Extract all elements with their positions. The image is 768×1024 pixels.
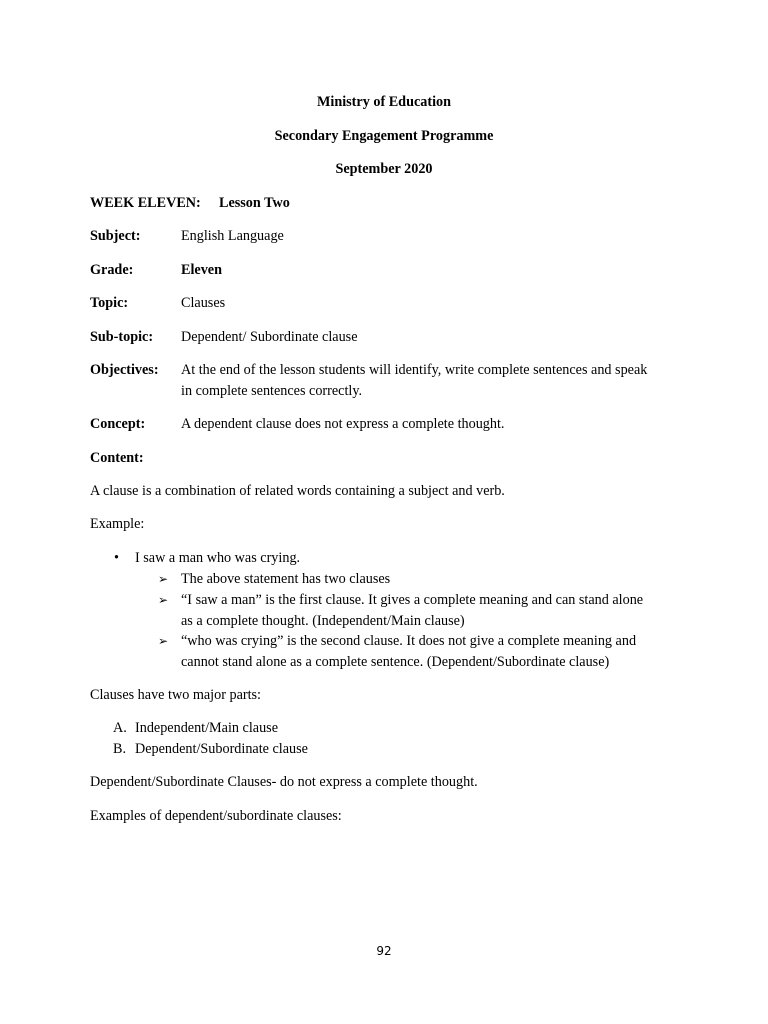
objectives-value-line2: in complete sentences correctly. bbox=[181, 383, 363, 399]
sub-point-2-line1: “I saw a man” is the first clause. It gives a complete meaning and can stand alone bbox=[181, 592, 644, 608]
sub-point-3-line1: “who was crying” is the second clause. It does not give a complete meaning and bbox=[181, 633, 637, 649]
arrow-bullet-icon: ➢ bbox=[158, 593, 169, 607]
lesson-label: Lesson Two bbox=[219, 195, 290, 211]
parts-intro: Clauses have two major parts: bbox=[90, 687, 261, 703]
part-a-marker: A. bbox=[113, 720, 127, 736]
subtopic-value: Dependent/ Subordinate clause bbox=[181, 329, 358, 345]
subject-label: Subject: bbox=[90, 228, 141, 244]
sub-point-2-line2: as a complete thought. (Independent/Main clause) bbox=[181, 613, 465, 629]
concept-label: Concept: bbox=[90, 416, 146, 432]
topic-value: Clauses bbox=[181, 295, 226, 311]
subtopic-label: Sub-topic: bbox=[90, 329, 154, 345]
topic-label: Topic: bbox=[90, 295, 129, 311]
objectives-value-line1: At the end of the lesson students will identify, write complete sentences and speak bbox=[181, 362, 648, 378]
bullet-marker: • bbox=[114, 550, 119, 566]
content-label: Content: bbox=[90, 450, 144, 466]
objectives-label: Objectives: bbox=[90, 362, 159, 378]
arrow-bullet-icon: ➢ bbox=[158, 572, 169, 586]
page-number: 92 bbox=[376, 944, 392, 958]
part-b-text: Dependent/Subordinate clause bbox=[135, 741, 308, 757]
examples-intro: Examples of dependent/subordinate clauses: bbox=[90, 808, 342, 824]
sub-point-3-line2: cannot stand alone as a complete sentence. (Dependent/Subordinate clause) bbox=[181, 654, 610, 670]
subject-value: English Language bbox=[181, 228, 284, 244]
example-bullet: I saw a man who was crying. bbox=[135, 550, 301, 566]
week-label: WEEK ELEVEN: bbox=[90, 195, 201, 211]
programme-heading: Secondary Engagement Programme bbox=[274, 128, 494, 144]
grade-label: Grade: bbox=[90, 262, 134, 278]
part-a-text: Independent/Main clause bbox=[135, 720, 279, 736]
part-b-marker: B. bbox=[113, 741, 127, 757]
arrow-bullet-icon: ➢ bbox=[158, 634, 169, 648]
ministry-heading: Ministry of Education bbox=[317, 94, 451, 110]
grade-value: Eleven bbox=[181, 262, 222, 278]
clause-intro: A clause is a combination of related words containing a subject and verb. bbox=[90, 483, 505, 499]
definition-text: Dependent/Subordinate Clauses- do not express a complete thought. bbox=[90, 774, 478, 790]
date-heading: September 2020 bbox=[335, 161, 433, 177]
example-label: Example: bbox=[90, 516, 145, 532]
sub-point-1: The above statement has two clauses bbox=[181, 571, 391, 587]
concept-value: A dependent clause does not express a complete thought. bbox=[181, 416, 505, 432]
